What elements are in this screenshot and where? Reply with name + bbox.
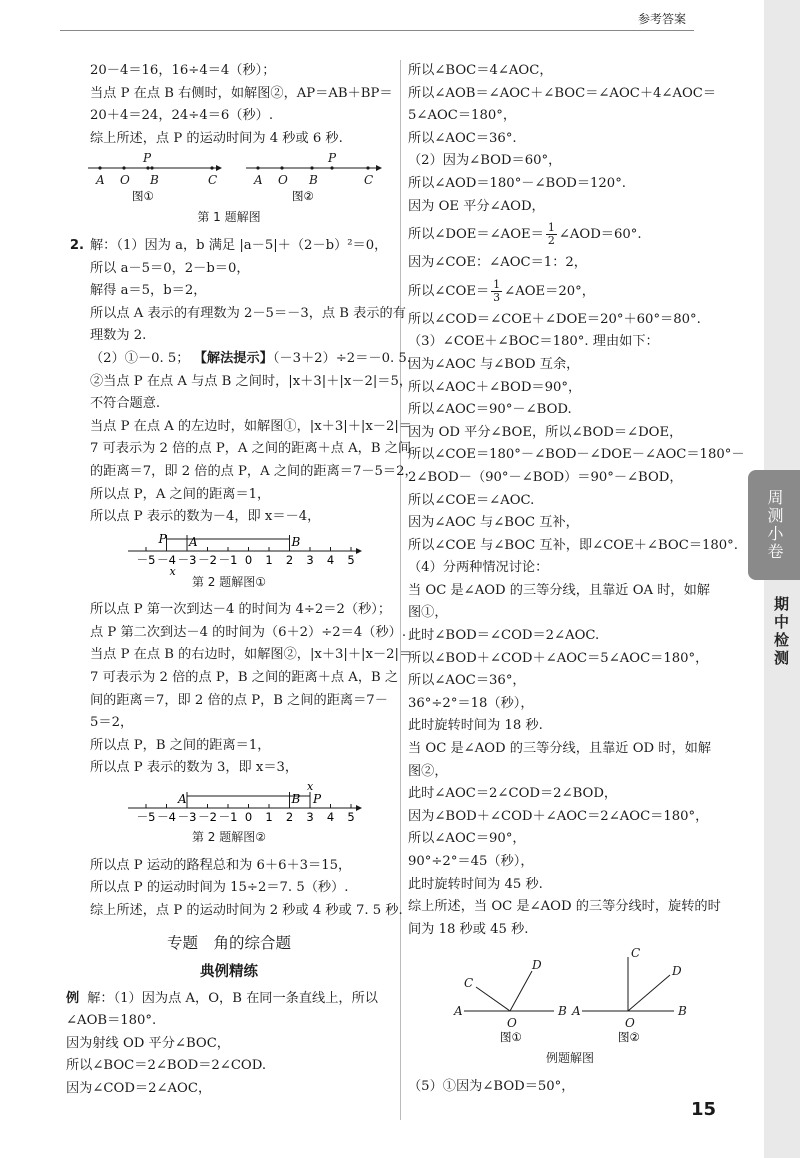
- text-line: 图①，: [408, 605, 448, 621]
- axis-arrow: [356, 548, 362, 554]
- label-C: C: [364, 173, 374, 188]
- label-B: B: [309, 173, 318, 188]
- axis-tick-label: －3: [177, 552, 197, 567]
- subsection-title: 典例精练: [200, 964, 258, 980]
- axis-tick-label: －5: [136, 552, 156, 567]
- text-line: [66, 988, 392, 1011]
- point-b-B: [310, 167, 313, 170]
- figex-caption: 例题解图: [545, 1051, 594, 1066]
- text-line: 点 P 第二次到达－4 的时间为（6＋2）÷2＝4（秒）.: [90, 624, 407, 640]
- text-line: 所以点 P，A 之间的距离＝1，: [90, 486, 271, 502]
- header-label: 参考答案: [637, 12, 686, 26]
- number-line-1: [66, 531, 392, 578]
- text-line: 此时∠AOC＝2∠COD＝2∠BOD，: [408, 786, 618, 802]
- label-O: O: [120, 173, 130, 188]
- text-line: 所以∠COE＝180°－∠BOD－∠DOE－∠AOC＝180°－: [408, 447, 745, 463]
- question-number: 2.: [69, 237, 84, 253]
- column-divider: [400, 60, 401, 1120]
- side-tab-weekly: 周测小卷: [748, 470, 800, 580]
- text-line: 所以∠COE 与∠BOC 互补，即∠COE＋∠BOC＝180°.: [408, 537, 738, 553]
- axis-label-x: x: [307, 780, 314, 794]
- figure-example-svg: [408, 945, 732, 1045]
- ex-label-A: A: [454, 1004, 463, 1019]
- example-label: 例: [66, 990, 80, 1006]
- ex-label-B: B: [678, 1004, 687, 1019]
- axis-tick-label: 1: [265, 552, 273, 567]
- fig2a-caption: 第 2 题解图①: [191, 574, 267, 589]
- axis-label-B: B: [291, 534, 301, 549]
- point-a-A: [98, 167, 101, 170]
- axis-tick-label: 0: [244, 810, 253, 825]
- point-a-C: [210, 167, 213, 170]
- axis-tick-label: 3: [306, 552, 314, 567]
- right-column: [408, 60, 745, 1099]
- text-span: 解：（1）因为 a，b 满足 |a－5|＋（2－b）²＝0，: [90, 237, 388, 253]
- figure-q2a: [66, 533, 392, 594]
- text-line: 所以点 A 表示的有理数为 2－5＝－3，点 B 表示的有: [90, 305, 406, 321]
- axis-tick-label: 4: [326, 810, 335, 825]
- axis-tick-label: －2: [198, 552, 217, 567]
- ex-label-C: C: [464, 976, 474, 991]
- text-span: ∠AOD＝60°.: [558, 227, 642, 243]
- fraction: [491, 279, 502, 304]
- ex-label-A: A: [572, 1004, 581, 1019]
- text-line: [408, 218, 732, 252]
- ex-label-C: C: [631, 946, 641, 961]
- axis-tick-label: －2: [198, 810, 217, 825]
- fraction-num: 1: [493, 277, 501, 291]
- point-b-A: [256, 167, 259, 170]
- text-line: 所以点 P 第一次到达－4 的时间为 4÷2＝2（秒）；: [90, 602, 392, 618]
- text-line: 理数为 2.: [90, 328, 147, 344]
- axis-tick-label: －1: [218, 552, 238, 567]
- point-b-P: [330, 167, 333, 170]
- text-line: 所以∠AOC＝90°－∠BOD.: [408, 402, 572, 418]
- fig1b-caption: 图②: [292, 189, 314, 204]
- axis-tick-label: －5: [136, 810, 156, 825]
- text-line: [408, 275, 732, 309]
- text-line: 所以点 P 运动的路程总和为 6＋6＋3＝15，: [90, 857, 352, 873]
- text-line: 所以点 P，B 之间的距离＝1，: [90, 737, 271, 753]
- text-line: （5）①因为∠BOD＝50°，: [408, 1078, 575, 1094]
- point-b-O: [280, 167, 283, 170]
- axis-tick-label: 3: [306, 810, 314, 825]
- text-line: （4）分两种情况讨论：: [408, 560, 549, 576]
- axis-tick-label: －4: [157, 552, 176, 567]
- label-P: P: [143, 151, 152, 166]
- text-line: 所以点 P 表示的数为 3，即 x＝3，: [90, 760, 299, 776]
- axis-tick-label: 2: [285, 552, 294, 567]
- text-line: 所以∠AOC＝36°，: [408, 673, 526, 689]
- text-line: 7 可表示为 2 倍的点 P，B 之间的距离＋点 A，B 之: [90, 670, 399, 686]
- ex-label-D: D: [532, 958, 542, 973]
- axis-label-B: B: [291, 792, 301, 807]
- page-number: 15: [690, 1099, 716, 1120]
- text-line: 图②，: [408, 763, 448, 779]
- label-O: O: [278, 173, 288, 188]
- text-line: 5＝2，: [90, 715, 134, 731]
- text-line: 因为射线 OD 平分∠BOC，: [66, 1035, 230, 1051]
- text-line: 当点 P 在点 A 的左边时，如解图①，|x＋3|＋|x－2|＝: [90, 418, 412, 434]
- fig1-caption: 第 1 题解图: [197, 210, 261, 225]
- text-line: 此时旋转时间为 45 秒.: [408, 876, 543, 892]
- ex-label-B: B: [558, 1004, 567, 1019]
- text-span: ∠AOE＝20°，: [504, 283, 595, 299]
- ray-OD-1: [510, 971, 532, 1011]
- axis-tick-label: 0: [244, 552, 253, 567]
- text-line: 所以∠COE＝∠AOC.: [408, 492, 535, 508]
- point-a-P: [146, 167, 149, 170]
- text-line: 此时∠BOD＝∠COD＝2∠AOC.: [408, 628, 600, 644]
- text-line: 所以 a－5＝0，2－b＝0，: [90, 260, 250, 276]
- solution-tip: 【解法提示】: [193, 350, 273, 366]
- fig1a-caption: 图①: [132, 189, 154, 204]
- axis-tick-label: －4: [157, 810, 176, 825]
- text-line: 解得 a＝5，b＝2，: [90, 283, 207, 299]
- text-line: 当点 P 在点 B 的右边时，如解图②，|x＋3|＋|x－2|＝: [90, 647, 413, 663]
- text-line: 所以∠AOD＝180°－∠BOD＝120°.: [408, 175, 626, 191]
- axis-tick-label: 5: [347, 810, 355, 825]
- point-a-O: [122, 167, 125, 170]
- text-line: 的距离＝7，即 2 倍的点 P，A 之间的距离＝7－5＝2，: [90, 463, 418, 479]
- axis-tick-label: －3: [177, 810, 197, 825]
- axis-label-A: A: [189, 534, 198, 549]
- text-line: 综上所述，点 P 的运动时间为 4 秒或 6 秒.: [90, 130, 343, 146]
- text-line: [66, 235, 392, 258]
- text-line: 当 OC 是∠AOD 的三等分线，且靠近 OD 时，如解: [408, 741, 712, 757]
- axis-label-P: P: [158, 531, 167, 546]
- text-line: 当 OC 是∠AOD 的三等分线，且靠近 OA 时，如解: [408, 582, 710, 598]
- text-line: 所以∠AOC＝36°.: [408, 130, 517, 146]
- text-line: 所以∠BOD＋∠COD＋∠AOC＝5∠AOC＝180°，: [408, 650, 709, 666]
- ex-label-D: D: [672, 964, 682, 979]
- ray-OD-2: [628, 975, 670, 1011]
- text-line: 综上所述，点 P 的运动时间为 2 秒或 4 秒或 7. 5 秒.: [90, 902, 403, 918]
- axis-arrow: [356, 805, 362, 811]
- axis-label-P: P: [313, 792, 322, 807]
- text-line: 所以∠BOC＝2∠BOD＝2∠COD.: [66, 1058, 267, 1074]
- text-line: 此时旋转时间为 18 秒.: [408, 718, 543, 734]
- text-line: 因为 OD 平分∠BOE，所以∠BOD＝∠DOE，: [408, 424, 683, 440]
- fraction: [546, 222, 557, 247]
- text-line: 所以∠AOC＋∠BOD＝90°，: [408, 379, 582, 395]
- figure-q1-svg: [66, 151, 392, 204]
- text-line: ②当点 P 在点 A 与点 B 之间时，|x＋3|＋|x－2|＝5，: [90, 373, 413, 389]
- text-line: 不符合题意.: [90, 396, 161, 412]
- text-line: 所以∠BOC＝4∠AOC，: [408, 63, 553, 78]
- label-C: C: [208, 173, 218, 188]
- text-line: 36°÷2°＝18（秒），: [408, 695, 534, 711]
- text-line: （3）∠COE＋∠BOC＝180°. 理由如下：: [408, 334, 659, 350]
- side-tab-midterm: 期中检测: [772, 596, 790, 668]
- axis-tick-label: 2: [285, 810, 294, 825]
- text-line: 所以∠AOC＝90°，: [408, 831, 526, 847]
- fig2b-caption: 第 2 题解图②: [191, 830, 267, 845]
- text-line: 5∠AOC＝180°，: [408, 108, 517, 124]
- text-line: （2）因为∠BOD＝60°，: [408, 153, 562, 169]
- axis-tick-label: 5: [347, 552, 355, 567]
- label-P: P: [328, 151, 337, 166]
- figure-q2b: [66, 780, 392, 849]
- label-A: A: [254, 173, 263, 188]
- text-line: 因为∠COE：∠AOC＝1：2，: [408, 255, 587, 271]
- figure-example: [408, 945, 732, 1070]
- point-a-B: [150, 167, 153, 170]
- text-span: 所以∠COE＝: [408, 283, 490, 299]
- figure-q1: [66, 151, 392, 229]
- text-line: [66, 348, 411, 371]
- arrow-b: [376, 165, 382, 171]
- text-span: （2）①－0. 5；: [90, 350, 190, 366]
- fraction-den: 3: [493, 290, 501, 304]
- figex-a-caption: 图①: [500, 1030, 522, 1045]
- ray-OC-1: [476, 987, 510, 1011]
- text-line: 所以∠COD＝∠COE＋∠DOE＝20°＋60°＝80°.: [408, 311, 701, 327]
- axis-tick-label: －1: [218, 810, 238, 825]
- text-line: 20＋4＝24，24÷4＝6（秒）.: [90, 108, 274, 124]
- text-line: 因为∠COD＝2∠AOC，: [66, 1080, 212, 1096]
- fraction-num: 1: [547, 221, 555, 235]
- header-rule: [60, 30, 694, 31]
- text-line: 间为 18 秒或 45 秒.: [408, 921, 529, 937]
- arrow-a: [216, 165, 222, 171]
- label-A: A: [96, 173, 105, 188]
- number-line-2: [66, 780, 392, 825]
- text-line: 2∠BOD－（90°－∠BOD）＝90°－∠BOD，: [408, 469, 683, 485]
- axis-label-A: A: [178, 792, 187, 807]
- text-span: 解：（1）因为点 A，O，B 在同一条直线上，所以: [87, 990, 378, 1006]
- text-span: （－3＋2）÷2＝－0. 5.: [272, 350, 411, 366]
- axis-tick-label: 4: [326, 552, 335, 567]
- ex-label-O: O: [625, 1016, 635, 1031]
- text-line: 因为 OE 平分∠AOD，: [408, 198, 545, 214]
- text-span: 所以∠DOE＝∠AOE＝: [408, 227, 544, 243]
- text-line: 20－4＝16，16÷4＝4（秒）；: [90, 63, 276, 78]
- text-line: 当点 P 在点 B 右侧时，如解图②，AP＝AB＋BP＝: [90, 85, 393, 101]
- axis-label-x: x: [169, 564, 176, 578]
- text-line: 7 可表示为 2 倍的点 P，A 之间的距离＋点 A，B 之间: [90, 441, 412, 457]
- text-line: 所以∠AOB＝∠AOC＋∠BOC＝∠AOC＋4∠AOC＝: [408, 85, 717, 101]
- left-column: [66, 60, 418, 1101]
- text-line: ∠AOB＝180°.: [66, 1013, 157, 1029]
- text-line: 因为∠AOC 与∠BOC 互补，: [408, 515, 579, 531]
- text-line: 因为∠AOC 与∠BOD 互余，: [408, 356, 580, 372]
- point-b-C: [366, 167, 369, 170]
- ex-label-O: O: [507, 1016, 517, 1031]
- axis-tick-label: 1: [265, 810, 273, 825]
- section-title: 专题 角的综合题: [166, 934, 291, 953]
- label-B: B: [150, 173, 159, 188]
- text-line: 所以点 P 表示的数为－4，即 x＝－4，: [90, 509, 321, 525]
- text-line: 90°÷2°＝45（秒），: [408, 854, 534, 869]
- text-line: 所以点 P 的运动时间为 15÷2＝7. 5（秒）.: [90, 880, 349, 896]
- text-line: 间的距离＝7，即 2 倍的点 P，B 之间的距离＝7－: [90, 692, 388, 708]
- text-line: 因为∠BOD＋∠COD＋∠AOC＝2∠AOC＝180°，: [408, 808, 709, 824]
- fraction-den: 2: [547, 234, 555, 248]
- text-line: 综上所述，当 OC 是∠AOD 的三等分线时，旋转的时: [408, 899, 721, 915]
- figex-b-caption: 图②: [618, 1030, 640, 1045]
